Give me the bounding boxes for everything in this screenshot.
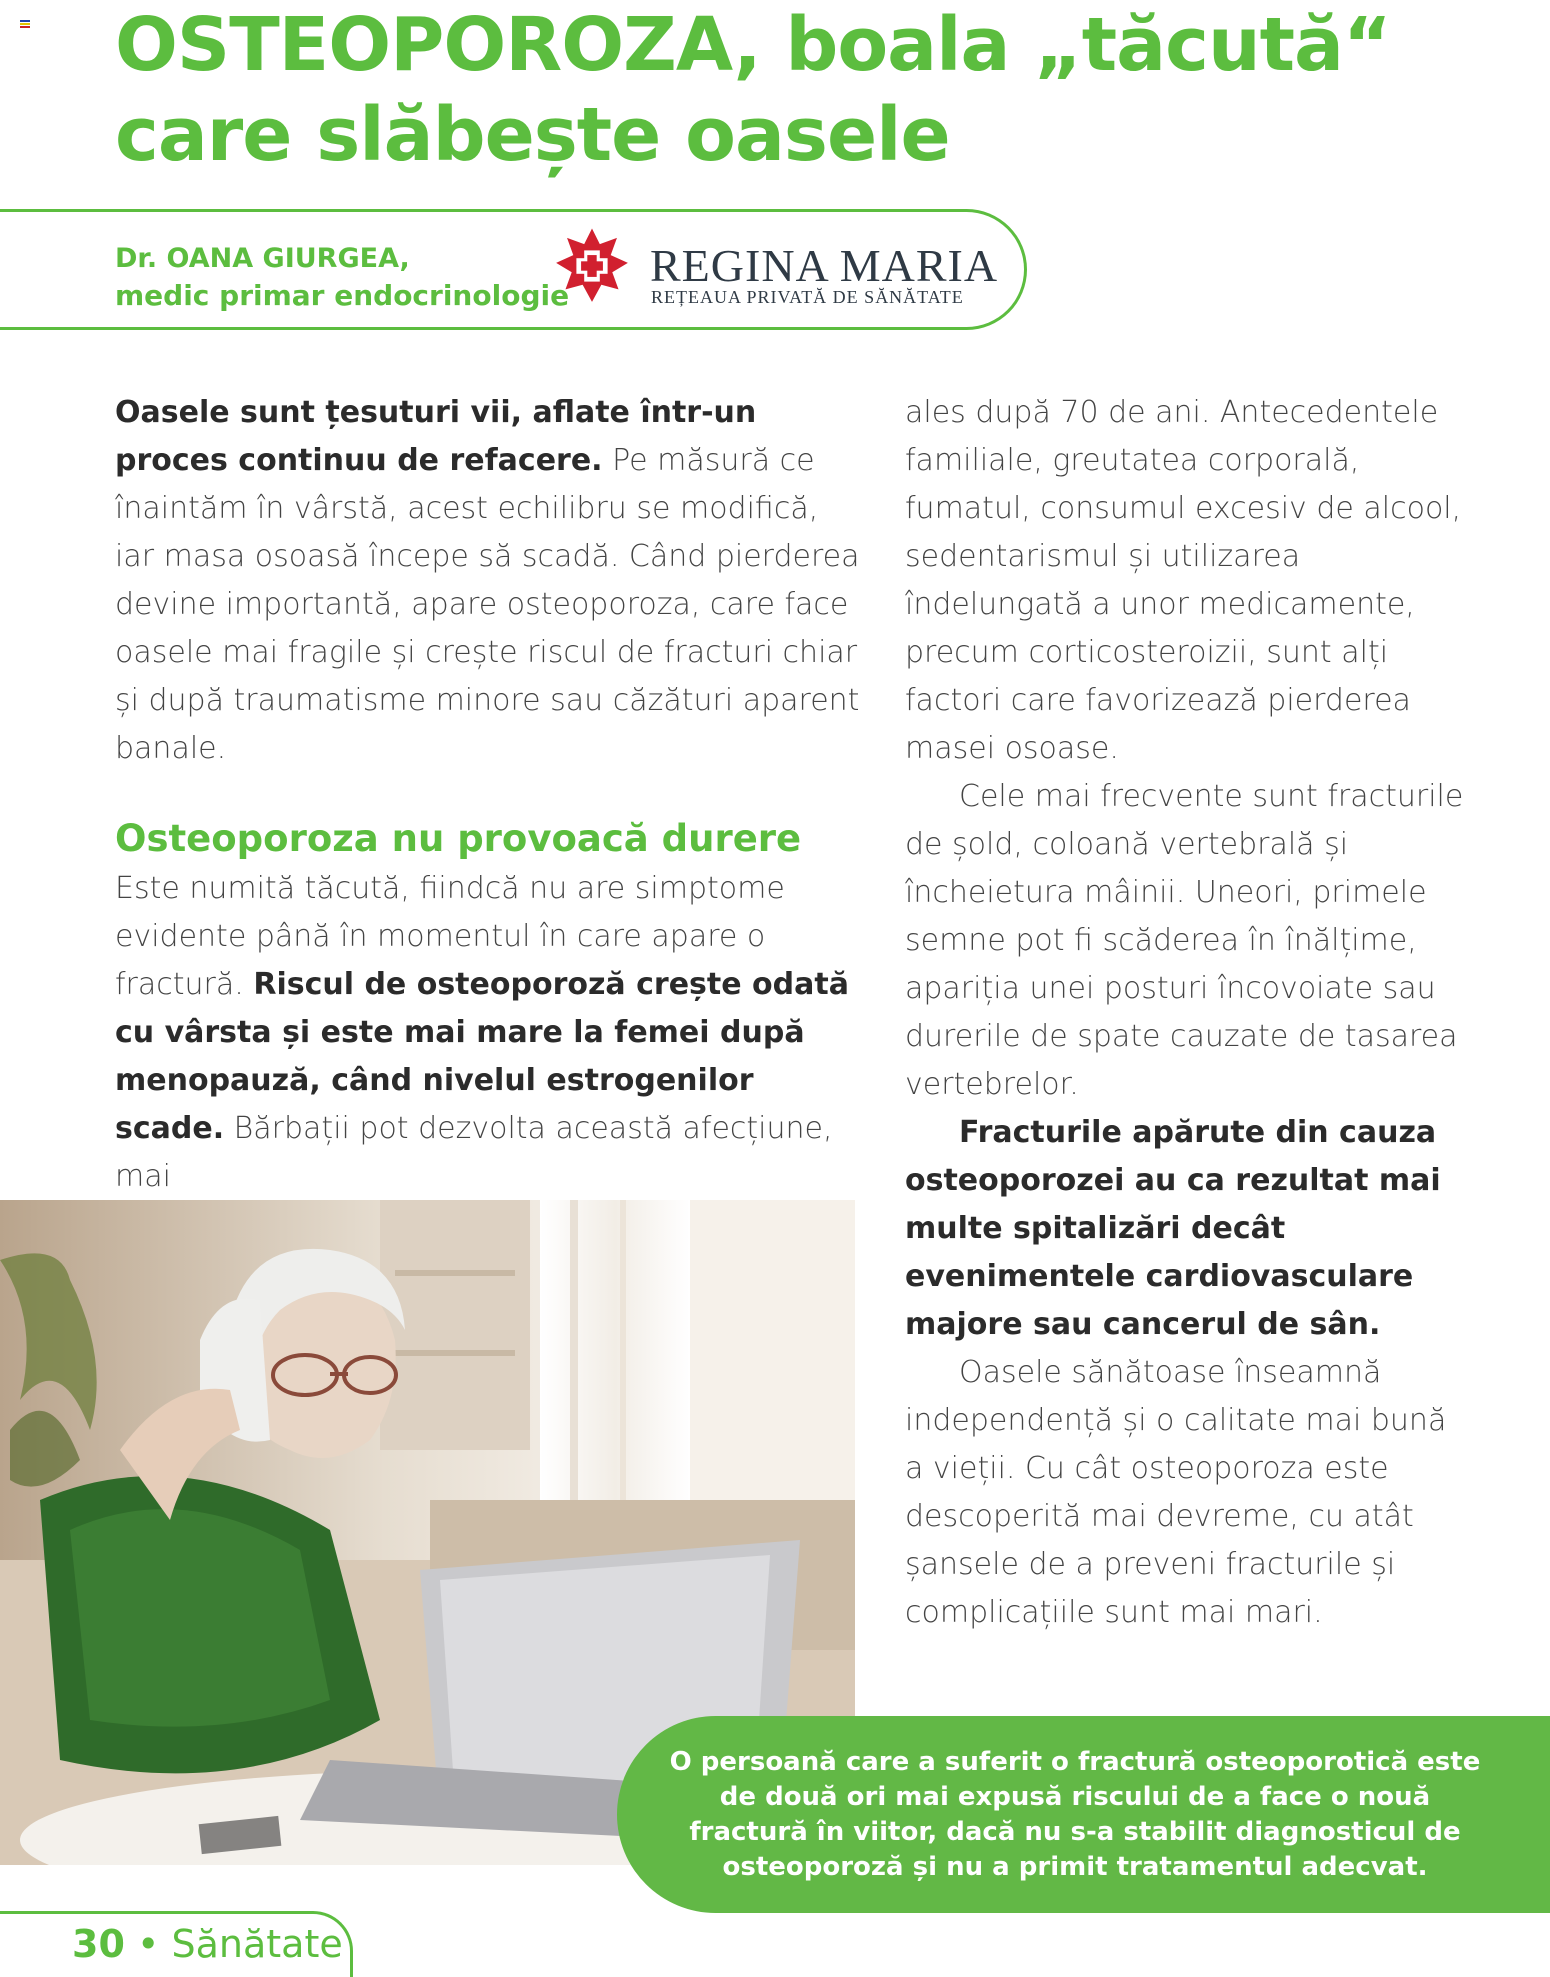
logo-tagline: REȚEAUA PRIVATĂ DE SĂNĂTATE (651, 287, 964, 307)
article-title (115, 0, 1515, 180)
footer-separator: • (136, 1922, 160, 1966)
right-paragraph-3 (905, 1109, 1465, 1349)
title-line-2: care slăbește oasele (115, 92, 950, 178)
callout-text: O persoană care a suferit o fractură osteoporotică este de două ori mai expusă riscului de a face o nouă fractură în viitor, dacă nu s-a stabilit diagnosticul de osteoporoză și nu a primit tratamentul adecvat. (669, 1747, 1481, 1882)
author-role: medic primar endocrinologie (115, 279, 570, 312)
intro-bold: Oasele sunt țesuturi vii, aflate într-un proces continuu de refacere. (115, 395, 757, 478)
page-footer (72, 1919, 343, 1969)
page-number: 30 (72, 1922, 125, 1966)
flag-icon (20, 20, 30, 27)
author-credit (115, 240, 569, 315)
paragraph-2-end: Bărbații pot dezvolta această afecțiune, mai (115, 1111, 833, 1194)
intro-paragraph (115, 389, 865, 773)
right-paragraph-3-bold: Fracturile apărute din cauza osteoporozei au ca rezultat mai multe spitalizări decât evenimentele cardiovasculare majore sau cancerul de sân. (905, 1115, 1441, 1342)
regina-maria-logo-icon (553, 227, 631, 305)
paragraph-2-bold: Riscul de osteoporoză crește odată cu vârsta și este mai mare la femei după menopauză, când nivelul estrogenilor scade. (115, 967, 849, 1146)
logo-name: REGINA MARIA (650, 240, 999, 291)
right-column (905, 389, 1465, 1637)
paragraph-2 (115, 865, 865, 1201)
right-paragraph-1: ales după 70 de ani. Antecedentele familiale, greutatea corporală, fumatul, consumul excesiv de alcool, sedentarismul și utilizarea îndelungată a unor medicamente, precum corticosteroizii, sunt alți factori care favorizează pierderea masei osoase. (905, 395, 1462, 766)
section-name: Sănătate (171, 1922, 343, 1966)
right-paragraph-4: Oasele sănătoase înseamnă independență și o calitate mai bună a vieții. Cu cât osteoporoza este descoperită mai devreme, cu atât șansele de a preveni fracturile și complicațiile sunt mai mari. (905, 1355, 1447, 1630)
left-column (115, 389, 865, 1201)
paragraph-2-start: Este numită tăcută, fiindcă nu are simptome evidente până în momentul în care apare o fractură. (115, 871, 785, 1002)
section-subheading: Osteoporoza nu provoacă durere (115, 817, 802, 860)
intro-text: Pe măsură ce înaintăm în vârstă, acest echilibru se modifică, iar masa osoasă începe să scadă. Când pierderea devine importantă, apare osteoporoza, care face oasele mai fragile și crește riscul de fracturi chiar și după traumatisme minore sau căzături aparent banale. (115, 443, 860, 766)
right-paragraph-2: Cele mai frecvente sunt fracturile de șold, coloană vertebrală și încheietura mâinii. Uneori, primele semne pot fi scăderea în înălțime, apariția unei posturi încovoiate sau durerile de spate cauzate de tasarea vertebrelor. (905, 779, 1464, 1102)
title-line-1: OSTEOPOROZA, boala „tăcută“ (115, 2, 1391, 88)
author-name: Dr. OANA GIURGEA, (115, 243, 410, 274)
